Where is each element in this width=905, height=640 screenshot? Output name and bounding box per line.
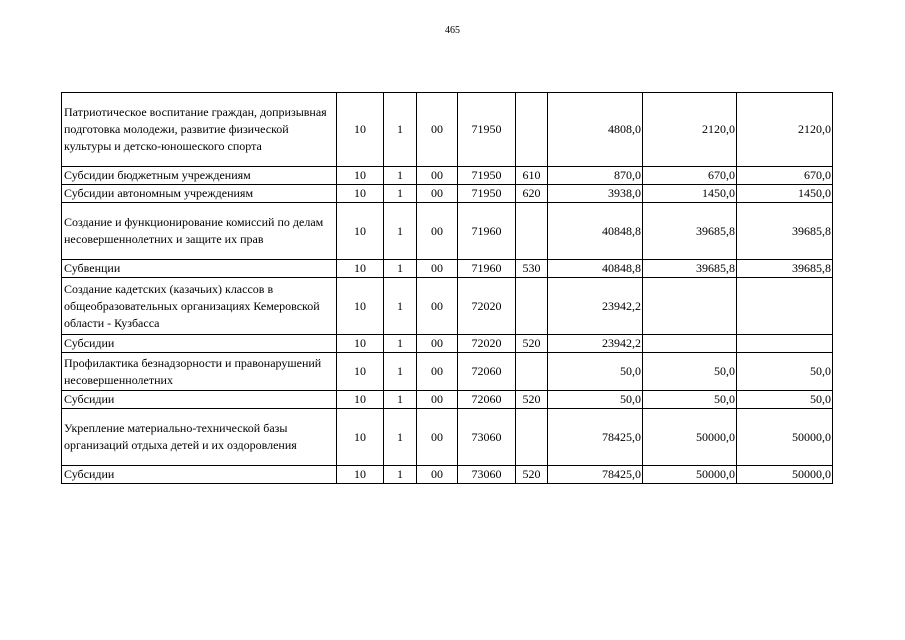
section-code: 10 [337,391,384,409]
amount-year-2: 50000,0 [643,466,737,484]
section-code: 10 [337,167,384,185]
amount-year-1: 50,0 [548,391,643,409]
amount-year-3 [737,335,833,353]
budget-table-body [62,93,833,484]
direction-code: 72020 [458,278,516,335]
amount-year-1: 50,0 [548,353,643,391]
expense-name: Укрепление материально-технической базы организаций отдыха детей и их оздоровления [62,409,337,466]
subsection-code: 1 [384,260,417,278]
amount-year-3: 50000,0 [737,466,833,484]
expense-name: Субсидии [62,335,337,353]
amount-year-3: 39685,8 [737,203,833,260]
amount-year-3: 50,0 [737,353,833,391]
expense-name: Субсидии [62,466,337,484]
amount-year-2 [643,335,737,353]
amount-year-1: 78425,0 [548,409,643,466]
amount-year-2: 39685,8 [643,203,737,260]
expense-type-code [516,278,548,335]
direction-code: 71950 [458,93,516,167]
subsection-code: 1 [384,353,417,391]
direction-code: 71950 [458,185,516,203]
budget-table [61,92,833,484]
direction-code: 72060 [458,353,516,391]
amount-year-2: 50000,0 [643,409,737,466]
amount-year-2 [643,278,737,335]
direction-code: 73060 [458,466,516,484]
expense-type-code: 520 [516,335,548,353]
table-row [62,391,833,409]
program-code: 00 [417,93,458,167]
subsection-code: 1 [384,167,417,185]
section-code: 10 [337,409,384,466]
amount-year-3: 1450,0 [737,185,833,203]
expense-type-code [516,409,548,466]
program-code: 00 [417,278,458,335]
expense-type-code [516,203,548,260]
expense-name: Создание и функционирование комиссий по делам несовершеннолетних и защите их прав [62,203,337,260]
table-row [62,260,833,278]
table-row [62,203,833,260]
section-code: 10 [337,278,384,335]
program-code: 00 [417,335,458,353]
expense-name: Субсидии автономным учреждениям [62,185,337,203]
subsection-code: 1 [384,278,417,335]
subsection-code: 1 [384,466,417,484]
section-code: 10 [337,335,384,353]
amount-year-3: 2120,0 [737,93,833,167]
amount-year-1: 40848,8 [548,260,643,278]
amount-year-2: 39685,8 [643,260,737,278]
expense-name: Патриотическое воспитание граждан, допризывная подготовка молодежи, развитие физической культуры и детско-юношеского спорта [62,93,337,167]
amount-year-2: 50,0 [643,391,737,409]
amount-year-1: 23942,2 [548,335,643,353]
direction-code: 73060 [458,409,516,466]
expense-type-code [516,353,548,391]
section-code: 10 [337,353,384,391]
program-code: 00 [417,185,458,203]
program-code: 00 [417,203,458,260]
amount-year-1: 40848,8 [548,203,643,260]
subsection-code: 1 [384,391,417,409]
amount-year-2: 50,0 [643,353,737,391]
expense-name: Профилактика безнадзорности и правонарушений несовершеннолетних [62,353,337,391]
amount-year-3: 670,0 [737,167,833,185]
program-code: 00 [417,353,458,391]
direction-code: 71960 [458,203,516,260]
table-row [62,409,833,466]
direction-code: 71960 [458,260,516,278]
subsection-code: 1 [384,93,417,167]
table-row [62,93,833,167]
table-row [62,167,833,185]
subsection-code: 1 [384,409,417,466]
amount-year-1: 870,0 [548,167,643,185]
program-code: 00 [417,260,458,278]
program-code: 00 [417,391,458,409]
program-code: 00 [417,466,458,484]
expense-name: Создание кадетских (казачьих) классов в общеобразовательных организациях Кемеровской области - Кузбасса [62,278,337,335]
expense-name: Субвенции [62,260,337,278]
table-row [62,353,833,391]
table-row [62,335,833,353]
amount-year-1: 4808,0 [548,93,643,167]
subsection-code: 1 [384,335,417,353]
expense-type-code: 520 [516,466,548,484]
section-code: 10 [337,203,384,260]
amount-year-3: 50000,0 [737,409,833,466]
subsection-code: 1 [384,203,417,260]
subsection-code: 1 [384,185,417,203]
expense-type-code: 530 [516,260,548,278]
program-code: 00 [417,409,458,466]
table-row [62,466,833,484]
section-code: 10 [337,260,384,278]
amount-year-3 [737,278,833,335]
amount-year-2: 670,0 [643,167,737,185]
section-code: 10 [337,185,384,203]
expense-name: Субсидии [62,391,337,409]
direction-code: 71950 [458,167,516,185]
direction-code: 72060 [458,391,516,409]
amount-year-3: 39685,8 [737,260,833,278]
amount-year-1: 78425,0 [548,466,643,484]
table-row [62,278,833,335]
expense-type-code: 520 [516,391,548,409]
program-code: 00 [417,167,458,185]
table-row [62,185,833,203]
amount-year-2: 2120,0 [643,93,737,167]
expense-type-code: 610 [516,167,548,185]
amount-year-2: 1450,0 [643,185,737,203]
amount-year-1: 3938,0 [548,185,643,203]
amount-year-3: 50,0 [737,391,833,409]
page-number: 465 [445,25,460,36]
section-code: 10 [337,93,384,167]
expense-type-code: 620 [516,185,548,203]
direction-code: 72020 [458,335,516,353]
expense-type-code [516,93,548,167]
section-code: 10 [337,466,384,484]
amount-year-1: 23942,2 [548,278,643,335]
expense-name: Субсидии бюджетным учреждениям [62,167,337,185]
